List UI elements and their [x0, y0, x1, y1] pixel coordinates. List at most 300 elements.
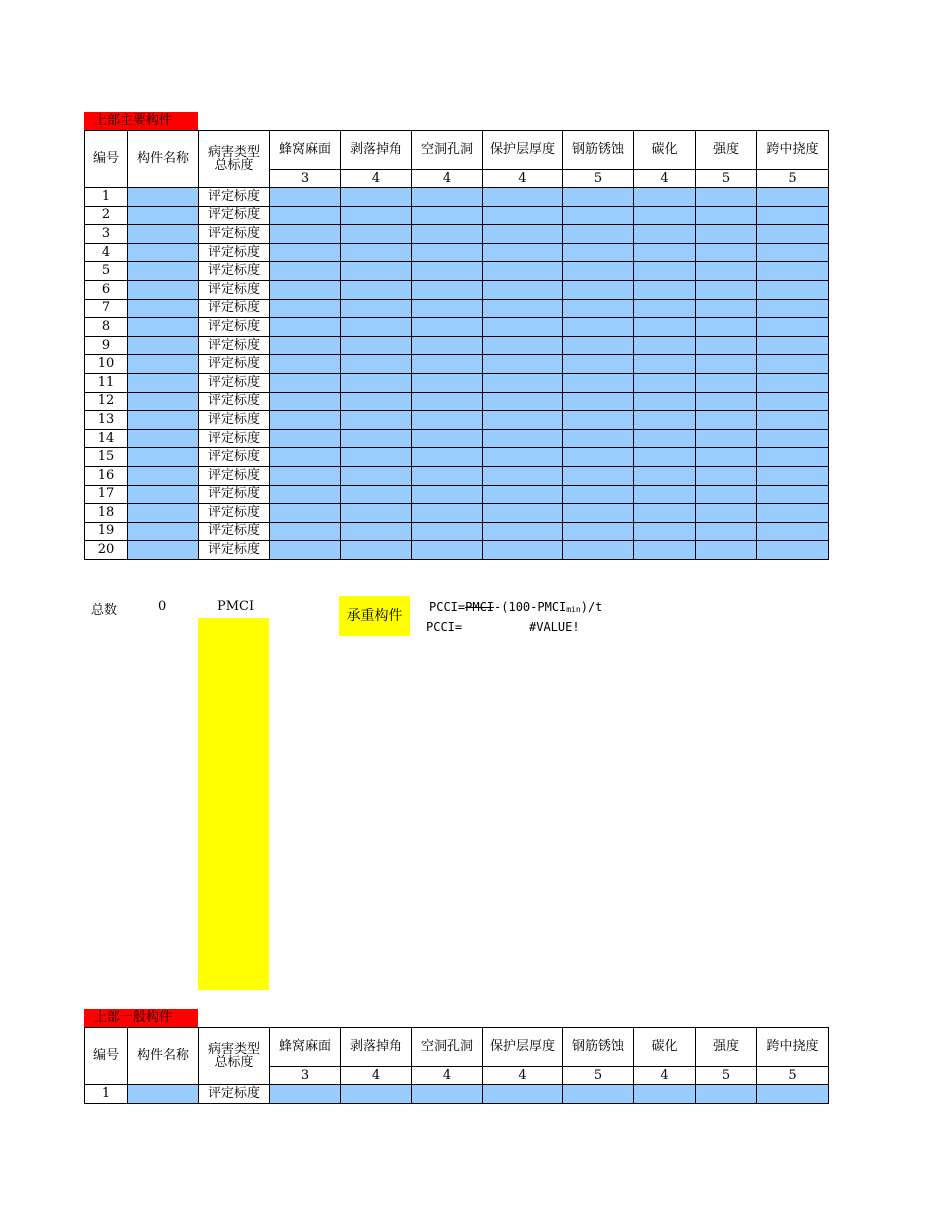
rating-cell[interactable]	[341, 262, 412, 281]
rating-cell[interactable]	[412, 318, 483, 337]
header-col-6: 强度	[696, 1028, 757, 1067]
rating-cell[interactable]	[412, 280, 483, 299]
rating-cell[interactable]	[270, 411, 341, 430]
rating-cell[interactable]	[634, 466, 696, 485]
rating-cell[interactable]	[341, 448, 412, 467]
header-name: 构件名称	[128, 1028, 199, 1085]
component-name-cell[interactable]	[128, 466, 199, 485]
total-label: 总数	[91, 603, 118, 618]
rating-cell[interactable]	[563, 225, 634, 244]
rating-cell[interactable]	[563, 522, 634, 541]
rating-cell[interactable]	[483, 188, 563, 207]
weight-cell: 4	[634, 1067, 696, 1085]
rating-cell[interactable]	[483, 299, 563, 318]
rating-cell[interactable]	[412, 373, 483, 392]
row-id: 7	[85, 299, 128, 318]
rating-cell[interactable]	[270, 262, 341, 281]
rating-cell[interactable]	[412, 541, 483, 560]
rating-cell[interactable]	[341, 243, 412, 262]
rating-cell[interactable]	[483, 373, 563, 392]
row-id: 8	[85, 318, 128, 337]
weight-cell: 5	[696, 170, 757, 188]
table-row	[85, 373, 829, 392]
component-name-cell[interactable]	[128, 355, 199, 374]
component-name-cell[interactable]	[128, 522, 199, 541]
rating-cell[interactable]	[483, 448, 563, 467]
rating-label: 评定标度	[199, 522, 270, 541]
rating-cell[interactable]	[270, 280, 341, 299]
table-row	[85, 392, 829, 411]
rating-cell[interactable]	[696, 541, 757, 560]
row-id: 1	[85, 188, 128, 207]
rating-cell[interactable]	[341, 504, 412, 523]
weight-cell: 4	[483, 170, 563, 188]
table-row	[85, 318, 829, 337]
rating-cell[interactable]	[563, 336, 634, 355]
component-name-cell[interactable]	[128, 280, 199, 299]
rating-cell[interactable]	[483, 411, 563, 430]
rating-cell[interactable]	[341, 392, 412, 411]
weight-cell: 4	[341, 1067, 412, 1085]
rating-cell[interactable]	[757, 262, 829, 281]
rating-label: 评定标度	[199, 504, 270, 523]
row-id: 5	[85, 262, 128, 281]
rating-cell[interactable]	[757, 448, 829, 467]
rating-cell[interactable]	[270, 466, 341, 485]
row-id: 18	[85, 504, 128, 523]
rating-label: 评定标度	[199, 541, 270, 560]
rating-cell[interactable]	[634, 299, 696, 318]
row-id: 19	[85, 522, 128, 541]
rating-cell[interactable]	[696, 299, 757, 318]
rating-cell[interactable]	[483, 541, 563, 560]
header-type-line1: 病害类型	[207, 145, 260, 160]
pcci-formula	[429, 600, 602, 614]
section-tag-main: 上部主要构件	[84, 112, 198, 130]
rating-cell[interactable]	[412, 299, 483, 318]
rating-cell[interactable]	[483, 392, 563, 411]
header-col-4: 钢筋锈蚀	[563, 131, 634, 170]
row-id: 16	[85, 466, 128, 485]
table-row	[85, 336, 829, 355]
rating-cell[interactable]	[483, 336, 563, 355]
header-col-1: 剥落掉角	[341, 1028, 412, 1067]
rating-cell[interactable]	[270, 392, 341, 411]
table-row	[85, 504, 829, 523]
rating-cell[interactable]	[696, 448, 757, 467]
component-name-cell[interactable]	[128, 299, 199, 318]
rating-cell[interactable]	[696, 355, 757, 374]
rating-cell[interactable]	[634, 280, 696, 299]
rating-cell[interactable]	[341, 355, 412, 374]
rating-cell[interactable]	[696, 243, 757, 262]
rating-cell[interactable]	[412, 392, 483, 411]
component-name-cell[interactable]	[128, 504, 199, 523]
rating-cell[interactable]	[563, 280, 634, 299]
rating-cell[interactable]	[483, 429, 563, 448]
component-name-cell[interactable]	[128, 392, 199, 411]
component-name-cell[interactable]	[128, 262, 199, 281]
header-id: 编号	[85, 1028, 128, 1085]
header-col-3: 保护层厚度	[483, 131, 563, 170]
table-row	[85, 541, 829, 560]
rating-cell[interactable]	[270, 448, 341, 467]
header-type-line2: 总标度	[214, 158, 254, 173]
rating-cell[interactable]	[757, 485, 829, 504]
rating-cell[interactable]	[696, 188, 757, 207]
rating-cell[interactable]	[270, 504, 341, 523]
rating-cell[interactable]	[341, 299, 412, 318]
rating-cell[interactable]	[341, 429, 412, 448]
rating-cell[interactable]	[270, 355, 341, 374]
table-row	[85, 429, 829, 448]
row-id: 11	[85, 373, 128, 392]
rating-cell[interactable]	[412, 262, 483, 281]
rating-cell[interactable]	[270, 225, 341, 244]
rating-cell[interactable]	[412, 355, 483, 374]
rating-cell[interactable]	[696, 504, 757, 523]
component-name-cell[interactable]	[128, 411, 199, 430]
rating-cell[interactable]	[270, 1085, 341, 1104]
rating-cell[interactable]	[563, 504, 634, 523]
rating-cell[interactable]	[412, 485, 483, 504]
rating-cell[interactable]	[563, 392, 634, 411]
formula-mid: -(100-PMCI	[494, 600, 567, 614]
rating-cell[interactable]	[634, 262, 696, 281]
row-id: 1	[85, 1085, 128, 1104]
rating-label: 评定标度	[199, 429, 270, 448]
header-col-2: 空洞孔洞	[412, 131, 483, 170]
rating-cell[interactable]	[341, 188, 412, 207]
rating-cell[interactable]	[270, 373, 341, 392]
row-id: 10	[85, 355, 128, 374]
rating-label: 评定标度	[199, 206, 270, 225]
weight-cell: 4	[483, 1067, 563, 1085]
rating-cell[interactable]	[483, 466, 563, 485]
rating-cell[interactable]	[757, 504, 829, 523]
rating-cell[interactable]	[412, 243, 483, 262]
header-col-7: 跨中挠度	[757, 131, 829, 170]
bearing-component-badge: 承重构件	[339, 596, 410, 636]
rating-label: 评定标度	[199, 188, 270, 207]
rating-cell[interactable]	[563, 355, 634, 374]
rating-cell[interactable]	[563, 1085, 634, 1104]
rating-cell[interactable]	[412, 429, 483, 448]
rating-cell[interactable]	[483, 504, 563, 523]
rating-cell[interactable]	[634, 429, 696, 448]
header-col-6: 强度	[696, 131, 757, 170]
rating-cell[interactable]	[634, 373, 696, 392]
formula-struck: PMCI	[465, 600, 495, 614]
rating-cell[interactable]	[412, 1085, 483, 1104]
component-name-cell[interactable]	[128, 336, 199, 355]
rating-cell[interactable]	[634, 318, 696, 337]
rating-cell[interactable]	[696, 429, 757, 448]
header-col-4: 钢筋锈蚀	[563, 1028, 634, 1067]
rating-label: 评定标度	[199, 448, 270, 467]
rating-cell[interactable]	[483, 1085, 563, 1104]
rating-cell[interactable]	[563, 429, 634, 448]
rating-cell[interactable]	[341, 206, 412, 225]
rating-cell[interactable]	[634, 541, 696, 560]
rating-cell[interactable]	[270, 318, 341, 337]
row-id: 3	[85, 225, 128, 244]
rating-cell[interactable]	[634, 522, 696, 541]
table-row	[85, 485, 829, 504]
row-id: 2	[85, 206, 128, 225]
rating-cell[interactable]	[483, 522, 563, 541]
rating-label: 评定标度	[199, 243, 270, 262]
header-col-2: 空洞孔洞	[412, 1028, 483, 1067]
rating-cell[interactable]	[634, 504, 696, 523]
rating-cell[interactable]	[563, 188, 634, 207]
header-type-line1: 病害类型	[207, 1042, 260, 1057]
rating-cell[interactable]	[270, 485, 341, 504]
rating-cell[interactable]	[634, 392, 696, 411]
rating-cell[interactable]	[483, 355, 563, 374]
rating-cell[interactable]	[696, 262, 757, 281]
pcci-result-label: PCCI=	[426, 620, 463, 634]
rating-cell[interactable]	[757, 299, 829, 318]
rating-cell[interactable]	[270, 541, 341, 560]
rating-cell[interactable]	[634, 355, 696, 374]
rating-cell[interactable]	[341, 373, 412, 392]
rating-cell[interactable]	[483, 280, 563, 299]
rating-cell[interactable]	[757, 392, 829, 411]
rating-label: 评定标度	[199, 280, 270, 299]
rating-cell[interactable]	[634, 225, 696, 244]
weight-cell: 5	[757, 170, 829, 188]
rating-cell[interactable]	[634, 243, 696, 262]
rating-cell[interactable]	[757, 466, 829, 485]
rating-cell[interactable]	[634, 411, 696, 430]
component-name-cell[interactable]	[128, 485, 199, 504]
component-name-cell[interactable]	[128, 373, 199, 392]
rating-cell[interactable]	[757, 188, 829, 207]
rating-cell[interactable]	[757, 522, 829, 541]
rating-label: 评定标度	[199, 299, 270, 318]
rating-cell[interactable]	[412, 466, 483, 485]
component-name-cell[interactable]	[128, 1085, 199, 1104]
rating-cell[interactable]	[696, 411, 757, 430]
component-name-cell[interactable]	[128, 318, 199, 337]
rating-cell[interactable]	[757, 541, 829, 560]
rating-cell[interactable]	[563, 448, 634, 467]
rating-label: 评定标度	[199, 262, 270, 281]
rating-cell[interactable]	[634, 336, 696, 355]
rating-cell[interactable]	[412, 225, 483, 244]
table-row	[85, 448, 829, 467]
rating-cell[interactable]	[412, 411, 483, 430]
formula-suffix: )/t	[580, 600, 603, 614]
weight-cell: 5	[757, 1067, 829, 1085]
row-id: 15	[85, 448, 128, 467]
rating-cell[interactable]	[341, 1085, 412, 1104]
table-row	[85, 188, 829, 207]
weight-cell: 4	[412, 1067, 483, 1085]
rating-label: 评定标度	[199, 225, 270, 244]
row-id: 17	[85, 485, 128, 504]
pmci-label: PMCI	[217, 599, 255, 614]
rating-label: 评定标度	[199, 373, 270, 392]
rating-cell[interactable]	[270, 243, 341, 262]
rating-cell[interactable]	[696, 392, 757, 411]
rating-cell[interactable]	[270, 299, 341, 318]
header-col-0: 蜂窝麻面	[270, 1028, 341, 1067]
table-row	[85, 280, 829, 299]
table-row	[85, 243, 829, 262]
rating-cell[interactable]	[412, 522, 483, 541]
rating-cell[interactable]	[412, 188, 483, 207]
table-row	[85, 206, 829, 225]
weight-cell: 3	[270, 170, 341, 188]
rating-label: 评定标度	[199, 392, 270, 411]
component-name-cell[interactable]	[128, 448, 199, 467]
rating-cell[interactable]	[696, 225, 757, 244]
weight-cell: 5	[696, 1067, 757, 1085]
rating-label: 评定标度	[199, 466, 270, 485]
component-name-cell[interactable]	[128, 243, 199, 262]
rating-cell[interactable]	[757, 280, 829, 299]
rating-cell[interactable]	[563, 299, 634, 318]
rating-cell[interactable]	[563, 541, 634, 560]
component-name-cell[interactable]	[128, 188, 199, 207]
rating-cell[interactable]	[483, 485, 563, 504]
rating-cell[interactable]	[412, 336, 483, 355]
rating-cell[interactable]	[696, 485, 757, 504]
rating-cell[interactable]	[696, 466, 757, 485]
rating-cell[interactable]	[412, 504, 483, 523]
rating-cell[interactable]	[563, 262, 634, 281]
row-id: 13	[85, 411, 128, 430]
weight-cell: 4	[634, 170, 696, 188]
component-name-cell[interactable]	[128, 206, 199, 225]
rating-cell[interactable]	[634, 448, 696, 467]
rating-cell[interactable]	[412, 448, 483, 467]
header-row	[85, 131, 829, 170]
rating-cell[interactable]	[696, 373, 757, 392]
rating-cell[interactable]	[563, 411, 634, 430]
rating-cell[interactable]	[341, 336, 412, 355]
rating-cell[interactable]	[270, 429, 341, 448]
table-row	[85, 411, 829, 430]
pmci-column[interactable]	[198, 618, 269, 990]
rating-cell[interactable]	[341, 541, 412, 560]
row-id: 20	[85, 541, 128, 560]
weight-cell: 3	[270, 1067, 341, 1085]
component-name-cell[interactable]	[128, 429, 199, 448]
rating-cell[interactable]	[563, 466, 634, 485]
rating-cell[interactable]	[341, 522, 412, 541]
rating-cell[interactable]	[696, 280, 757, 299]
rating-cell[interactable]	[270, 188, 341, 207]
rating-cell[interactable]	[634, 485, 696, 504]
rating-cell[interactable]	[563, 373, 634, 392]
component-name-cell[interactable]	[128, 541, 199, 560]
rating-cell[interactable]	[483, 262, 563, 281]
rating-cell[interactable]	[483, 206, 563, 225]
rating-cell[interactable]	[563, 318, 634, 337]
rating-cell[interactable]	[270, 206, 341, 225]
row-id: 9	[85, 336, 128, 355]
general-components-table	[84, 1027, 829, 1104]
rating-cell[interactable]	[757, 318, 829, 337]
rating-cell[interactable]	[757, 225, 829, 244]
rating-cell[interactable]	[270, 522, 341, 541]
rating-label: 评定标度	[199, 485, 270, 504]
weight-cell: 4	[341, 170, 412, 188]
rating-label: 评定标度	[199, 318, 270, 337]
rating-cell[interactable]	[757, 1085, 829, 1104]
header-type	[199, 131, 270, 188]
rating-cell[interactable]	[270, 336, 341, 355]
rating-cell[interactable]	[563, 206, 634, 225]
rating-cell[interactable]	[563, 485, 634, 504]
rating-cell[interactable]	[412, 206, 483, 225]
table-row	[85, 466, 829, 485]
row-id: 14	[85, 429, 128, 448]
rating-cell[interactable]	[341, 280, 412, 299]
rating-cell[interactable]	[563, 243, 634, 262]
rating-label: 评定标度	[199, 336, 270, 355]
rating-cell[interactable]	[483, 225, 563, 244]
weight-cell: 5	[563, 1067, 634, 1085]
rating-cell[interactable]	[757, 355, 829, 374]
rating-cell[interactable]	[634, 188, 696, 207]
rating-cell[interactable]	[757, 429, 829, 448]
header-col-0: 蜂窝麻面	[270, 131, 341, 170]
rating-cell[interactable]	[341, 318, 412, 337]
rating-cell[interactable]	[341, 466, 412, 485]
component-name-cell[interactable]	[128, 225, 199, 244]
header-col-1: 剥落掉角	[341, 131, 412, 170]
rating-cell[interactable]	[757, 243, 829, 262]
rating-cell[interactable]	[341, 485, 412, 504]
rating-cell[interactable]	[696, 336, 757, 355]
rating-cell[interactable]	[757, 373, 829, 392]
rating-cell[interactable]	[696, 522, 757, 541]
table-row	[85, 299, 829, 318]
rating-label: 评定标度	[199, 1085, 270, 1104]
row-id: 4	[85, 243, 128, 262]
rating-label: 评定标度	[199, 411, 270, 430]
rating-cell[interactable]	[757, 411, 829, 430]
rating-cell[interactable]	[696, 318, 757, 337]
rating-cell[interactable]	[696, 1085, 757, 1104]
rating-cell[interactable]	[341, 225, 412, 244]
table-row	[85, 355, 829, 374]
header-row	[85, 1028, 829, 1067]
section-tag-general: 上部一般构件	[84, 1009, 198, 1027]
rating-cell[interactable]	[696, 206, 757, 225]
header-type	[199, 1028, 270, 1085]
rating-cell[interactable]	[634, 1085, 696, 1104]
header-col-7: 跨中挠度	[757, 1028, 829, 1067]
rating-label: 评定标度	[199, 355, 270, 374]
rating-cell[interactable]	[757, 206, 829, 225]
table-row	[85, 225, 829, 244]
rating-cell[interactable]	[341, 411, 412, 430]
weight-cell: 4	[412, 170, 483, 188]
rating-cell[interactable]	[483, 318, 563, 337]
rating-cell[interactable]	[634, 206, 696, 225]
rating-cell[interactable]	[483, 243, 563, 262]
total-value: 0	[158, 599, 167, 614]
table-row	[85, 262, 829, 281]
header-type-line2: 总标度	[214, 1055, 254, 1070]
rating-cell[interactable]	[757, 336, 829, 355]
header-col-5: 碳化	[634, 131, 696, 170]
